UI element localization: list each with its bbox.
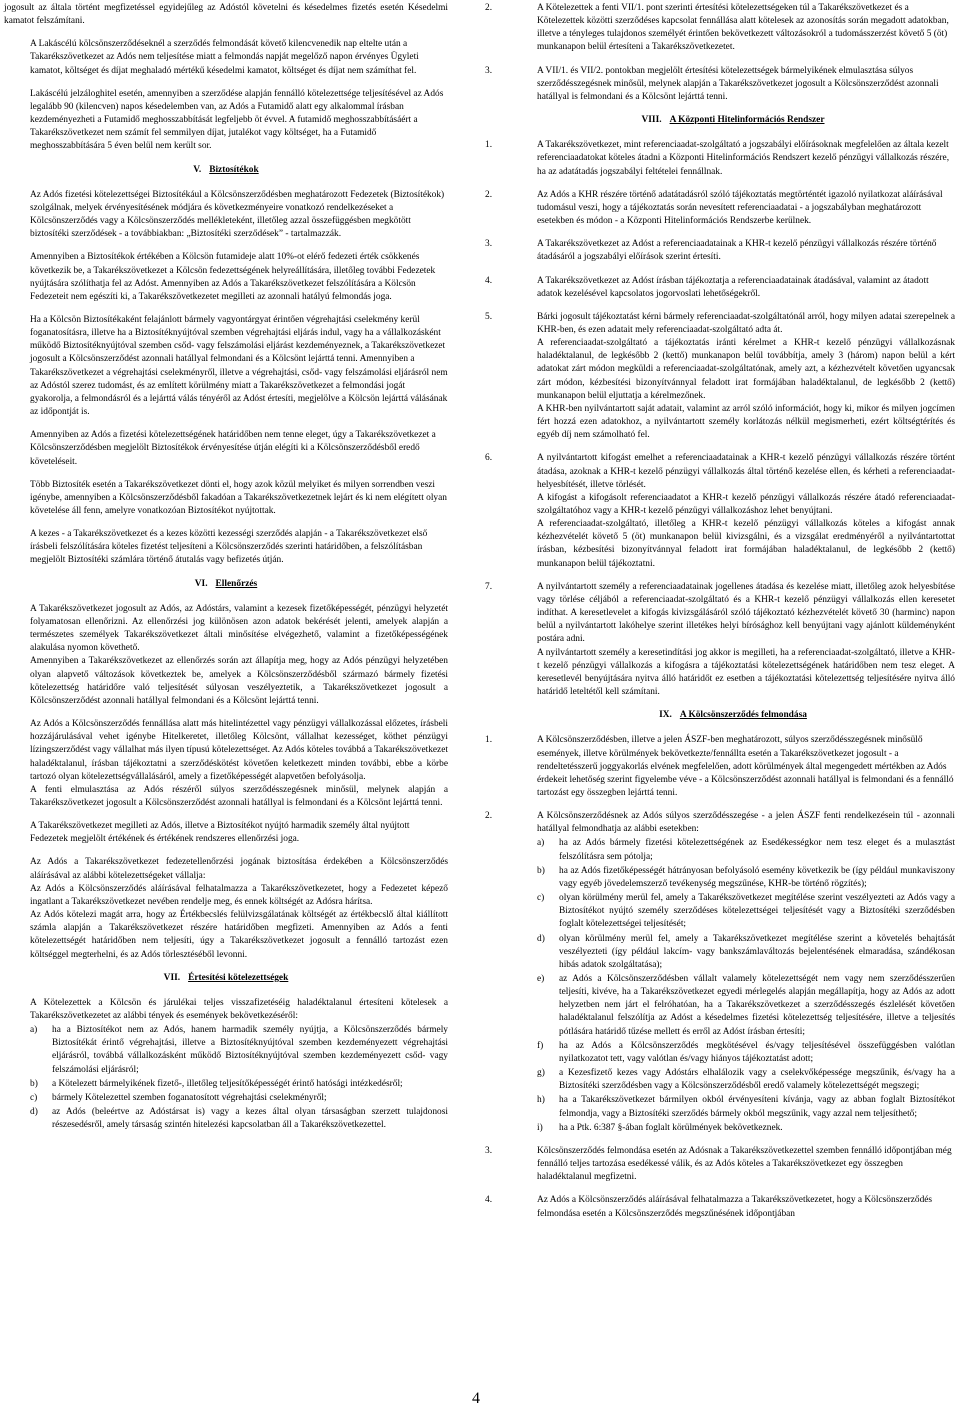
list-item: [511, 1094, 955, 1120]
list-text: ha az Adós a Kölcsönszerződés megkötésével és/vagy teljesítésével összefüggésben valótlan nyilatkozatot tett, vagy valótlan és/vagy hiányos tájékoztatást adott;: [559, 1040, 955, 1064]
vii-3: [485, 65, 955, 104]
v-6: [4, 528, 448, 567]
list-text: ha az Adós fizetőképességét hátrányosan befolyásoló esemény következik be (így például munkaviszony vagy egyéb jövedelemszerző tevékenység megszűnése, KHR-be történő rögzítés);: [559, 865, 955, 889]
list-label: b): [537, 865, 545, 876]
list-text: az Adós a Kölcsönszerződésben vállalt valamely kötelezettségét nem vagy nem szerződésszerűen teljesíti, kivéve, ha a Takarékszövetkezet egyedi mérlegelés alapján megállapítja, hogy az Adós az adott helyzetben nem járt el felróhatóan, ha a Takarékszövetkezet a szerződésszegés észlelését követően haladéktalanul felszólítja az Adóst a késedelmes fizetési kötelezettség teljesítésére, illetve a teljesítés pótlására határidő tűzése mellett és erről az Adóst írásban értesíti;: [559, 974, 955, 1037]
para-continuation: A fenti elmulasztása az Adós részéről súlyos szerződésszegésnek minősül, melynek alapján a Takarékszövetkezet jogosult a Kölcsönszerződést azonnali hatállyal is felmondani és a Kölcsönt lejárttá tenni.: [30, 784, 448, 808]
para-number: [4, 603, 30, 616]
list-item: [4, 1078, 448, 1091]
viii-2: [485, 189, 955, 228]
para-number: 5.: [485, 311, 493, 322]
para-text: A VII/1. és VII/2. pontokban megjelölt értesítési kötelezettségek bármelyikének elmulasztása súlyos szerződésszegésnek minősül, melynek alapján a Takarékszövetkezet jogosult a Kölcsönszerződést azonnali hatállyal is felmondani és a Kölcsönt lejárttá tenni.: [537, 65, 939, 102]
section-number: V.: [193, 164, 202, 175]
vi-2: [4, 718, 448, 810]
para-number: [4, 429, 30, 442]
para-first: [4, 603, 448, 656]
para-text: Kölcsönszerződés felmondása esetén az Adósnak a Takarékszövetkezettel szemben fennálló időpontjában még fennálló teljes tartozása esedékessé válik, és az Adós köteles a Takarékszövetkezet egy összegben haladéktalanul megfizetni.: [537, 1145, 952, 1183]
section-title: Ellenőrzés: [215, 578, 258, 589]
page-number: 4: [472, 1390, 480, 1407]
para-number: 2.: [485, 3, 493, 13]
intro-paragraph: jogosult az általa történt megfizetéssel egyidejűleg az Adóstól követelni és késedelmes fizetés esetén Késedelmi kamatot felszámítani.: [4, 3, 448, 27]
list-item: [511, 933, 955, 972]
section-title: A Központi Hitelinformációs Rendszer: [669, 115, 825, 126]
list-text: ha a Takarékszövetkezet bármilyen okból érvényesíteni kívánja, vagy az abban foglalt Biztosítékot felmondja, vagy a Biztosítéki szerződés bármely okból megszűnik, vagy azzal nem teljesíthető;: [559, 1095, 955, 1119]
list-text: a Kötelezett bármelyikének fizető-, illetőleg teljesítőképességét érintő hatósági intézkedésről;: [52, 1078, 403, 1089]
para-first: [485, 311, 955, 337]
list-text: ha a Ptk. 6:387 §-ában foglalt körülmények bekövetkeznek.: [559, 1122, 783, 1133]
list-item: [4, 1024, 448, 1077]
para-number: 3.: [485, 239, 493, 250]
viii-7: [485, 581, 955, 699]
list-label: g): [537, 1068, 545, 1079]
list-text: bármely Kötelezettel szemben foganatosított végrehajtási cselekményről;: [52, 1092, 327, 1103]
para-number: 4.: [485, 1195, 493, 1206]
para-text: A Kötelezettek a Kölcsön és járulékai teljes visszafizetéséig haladéktalanul értesíteni kötelesek a Takarékszövetkezetet az alábbi tények és események bekövetkezéséről:: [30, 997, 448, 1021]
left-column: [4, 2, 448, 1142]
para-number: 1.: [485, 140, 493, 151]
section-number: VIII.: [641, 115, 662, 126]
para-first: [4, 856, 448, 882]
para-number: [4, 528, 30, 541]
ix-1: [485, 734, 955, 800]
para-continuation: A kifogást a kifogásolt referenciaadatot a KHR-t kezelő pénzügyi vállalkozás részére átadó referenciaadat-szolgáltatóhoz vagy a KHR-t kezelő pénzügyi vállalkozáshoz lehet benyújtani.: [537, 492, 955, 516]
section-heading-ix: [511, 709, 955, 722]
viii-1: [485, 139, 955, 178]
section-heading-viii: [511, 114, 955, 127]
para-text: Bárki jogosult tájékoztatást kérni bármely referenciaadat-szolgáltatónál arról, hogy milyen adatai szerepelnek a KHR-ben, és ezen adatait mely referenciaadat-szolgáltató adta át.: [537, 311, 955, 335]
viii-5: [485, 311, 955, 443]
para-number: [4, 38, 30, 51]
list-item: [511, 1040, 955, 1066]
para-number: [4, 479, 30, 492]
list-item: [511, 892, 955, 931]
para-continuation: A referenciaadat-szolgáltató a tájékoztatás iránti kérelmet a KHR-t kezelő pénzügyi vállalkozásnak haladéktalanul, de legkésőbb 2 (kettő) munkanapon belül továbbítja, amely 3 (három) napon belül a kért adatokat zárt módon megküldi a referenciaadat-szolgáltatónak, amely azt, a kézhezvételt követően ugyancsak zárt módon, kézbesítési bizonyítvánnyal feladott irat formájában haladéktalanul, de legkésőbb 2 (kettő) munkanapon belül eljuttatja a kérelmezőnek.: [537, 338, 955, 401]
para-number: [4, 314, 30, 327]
para-first: [485, 581, 955, 647]
list-label: f): [537, 1040, 544, 1051]
para-number: [4, 997, 30, 1010]
para-continuation: Az Adós kötelezi magát arra, hogy az Értékbecslés felülvizsgálatának költségét az értékbecslő által kiállított számla alapján a Takarékszövetkezet részére határidőben megfizeti. Amennyiben az Adós a fenti kötelezettségét határidőben nem teljesíti, úgy a Takarékszövetkezet jogosult a fennálló tartozást ezen költséggel megterhelni, és az Adós törlesztéséből levonni.: [30, 910, 448, 960]
para-number: [4, 718, 30, 731]
vii-1: [4, 997, 448, 1133]
para-continuation: A nyilvántartott személy a keresetindítási jog akkor is megilleti, ha a referenciaadat-szolgáltató, illetve a KHR-t kezelő pénzügyi vállalkozás a kifogásra a tájékoztatási kötelezettségének határidőben nem tesz eleget. A keresetlevél benyújtására nyitva álló határidőt ez esetben a tájékoztatási kötelezettség teljesítésére nyitva álló határidő leteltétől kell számítani.: [537, 647, 955, 698]
section-title: Értesítési kötelezettségek: [188, 972, 289, 983]
para-number: 2.: [485, 189, 493, 200]
list-label: a): [537, 838, 545, 849]
para-text: Az Adós a KHR részére történő adatátadásról szóló tájékoztatás megtörténtét igazoló nyilatkozat aláírásával tudomásul veszi, hogy a tájékoztatás során nevesített referenciaadatai - a jogszabályban meghatározott esetekben és módon - a Központi Hitelinformációs Rendszerbe kerülnek.: [537, 189, 943, 227]
para-text: Az Adós a Takarékszövetkezet fedezetellenőrzési jogának biztosítása érdekében a Kölcsönszerződés aláírásával az alábbi kötelezettségeket vállalja:: [30, 857, 448, 881]
list-text: ha a Biztosítékot nem az Adós, hanem harmadik személy nyújtja, a Kölcsönszerződés bármely Biztosítékát érintő végrehajtási, illetve a Biztosítéknyújtóval szemben kezdeményezett végrehajtási eljárásról, továbbá vállalkozásként működő Biztosítéknyújtóval szemben kezdeményezett csőd- vagy felszámolási eljárásról;: [52, 1025, 448, 1075]
para-continuation: Az Adós a Kölcsönszerződés aláírásával felhatalmazza a Takarékszövetkezetet, hogy a Fedezetet képező ingatlant a Takarékszövetkezet nevében rendelje meg, és ennek költségét az Adósra hárítsa.: [30, 883, 448, 907]
section-title: A Kölcsönszerződés felmondása: [679, 710, 807, 721]
v-5: [4, 479, 448, 518]
vii-2: [485, 2, 955, 55]
viii-4: [485, 275, 955, 301]
section-title: Biztosítékok: [209, 164, 259, 175]
v-2: [4, 251, 448, 304]
para-text: A Lakáscélú kölcsönszerződéseknél a szerződés felmondását követő kilencvenedik nap eltelte után a Takarékszövetkezet az Adós nem teljesítése miatt a felmondás napját megelőző napon érvényes Ügyleti kamatot, költséget és díjat meghaladó mértékű késedelmi kamatot, költséget és díjat nem számíthat fel.: [30, 39, 419, 76]
right-column: [485, 2, 955, 1231]
list-item: [511, 1122, 955, 1135]
list-label: b): [30, 1078, 38, 1089]
para-text: A nyilvántartott kifogást emelhet a referenciaadatainak a KHR-t kezelő pénzügyi vállalkozás részére történt átadása, azoknak a KHR-t kezelő pénzügyi vállalkozás által történő kezelése ellen, és kérheti a referenciaadat-helyesbítését, illetve törlését.: [537, 453, 955, 490]
v-4: [4, 429, 448, 468]
list-label: d): [537, 933, 545, 944]
para-text: A Kölcsönszerződésnek az Adós súlyos szerződésszegése - a jelen ÁSZF fenti rendelkezésein túl - azonnali hatállyal felmondhatja az alábbi esetekben:: [537, 811, 955, 835]
list-label: d): [30, 1107, 38, 1118]
section-number: VII.: [163, 972, 181, 983]
para-text: A nyilvántartott személy a referenciaadatainak jogellenes átadása és kezelése miatt, illetőleg azok helyesbítése vagy törlése céljából a referenciaadat-szolgáltató és a KHR-t kezelő pénzügyi vállalkozás ellen keresetet indíthat. A keresetlevelet a kifogás kivizsgálásáról szóló tájékoztató kézhezvételét követő 30 (harminc) napon belül a nyilvántartott lakóhelye szerint illetékes helyi bírósághoz kell benyújtani vagy ajánlott küldeményként postára adni.: [537, 581, 955, 645]
para-text: Az Adós a Kölcsönszerződés aláírásával felhatalmazza a Takarékszövetkezetet, hogy a Kölcsönszerződés felmondása esetén a Kölcsönszerződés megszűnésének időpontjában: [537, 1195, 933, 1219]
para-number: 7.: [485, 581, 493, 592]
para-5: [4, 38, 448, 77]
para-continuation: A referenciaadat-szolgáltató, illetőleg a KHR-t kezelő pénzügyi vállalkozás köteles a kifogást annak kézhezvételét követő 5 (öt) munkanapon belül kivizsgálni, és a vizsgálat eredményéről a nyilvántartottat írásban, kézbesítési bizonyítvánnyal feladott irat formájában haladéktalanul, de legkésőbb 2 (kettő) munkanapon belül tájékoztatni.: [537, 519, 955, 569]
list-text: ha az Adós bármely fizetési kötelezettségének az Esedékességkor nem tesz eleget és a mulasztást felszólításra sem pótolja;: [559, 838, 955, 862]
list-item: [511, 865, 955, 891]
para-text: A kezes - a Takarékszövetkezet és a kezes közötti kezességi szerződés alapján - a Takarékszövetkezet első írásbeli felszólítására köteles fizetést teljesíteni a Kölcsönszerződés szerinti határidőben, a felszólításban megjelölt Biztosítéki számlára történő átutalás vagy befizetés útján.: [30, 529, 428, 566]
para-text: Lakáscélú jelzáloghitel esetén, amennyiben a szerződése alapján fennálló kötelezettsége teljesítésével az Adós legalább 90 (kilencven) napos késedelemben van, az Adós a Futamidő alatt egy alkalommal írásban kezdeményezheti a Futamidő meghosszabbítását legfeljebb öt évvel. A futamidő meghosszabbításáért a Takarékszövetkezet nem számít fel semmilyen díjat, jutalékot vagy költséget, ha a Futamidő meghosszabbítására 5 éven belül nem került sor.: [30, 88, 444, 152]
ix-2: [485, 810, 955, 1135]
para-number: [4, 856, 30, 869]
para-text: Amennyiben a Biztosítékok értékében a Kölcsön futamideje alatt 10%-ot elérő fedezeti érték csökkenés következik be, a Takarékszövetkezet a Kölcsön fedezettségének helyreállítására, illetőleg további Fedezetek nyújtására szólíthatja fel az Adóst. Amennyiben az Adós a Takarékszövetkezet felszólítására a Kölcsön Fedezeteit nem egészíti ki, a Takarékszövetkezetet megilleti az azonnali hatályú felmondás joga.: [30, 252, 436, 302]
viii-3: [485, 238, 955, 264]
list-item: [511, 837, 955, 863]
para-text: Az Adós a Kölcsönszerződés fennállása alatt más hitelintézettel vagy pénzügyi vállalkozással előzetes, írásbeli hozzájárulásával vehet igénybe Hitelkeretet, illetőleg Kölcsönt, vállalhat kezességet, köthet pénzügyi lízingszerződést vagy vállalhat más ilyen típusú kötelezettséget. Az Adós köteles továbbá a Takarékszövetkezet haladéktalanul, írásban tájékoztatni a szerződéskötést követően keletkezett minden további, ebbe a körbe tartozó olyan kötelezettségvállalásáról, amely a fizetőképességét alapvetően befolyásolja.: [30, 719, 448, 782]
vi-4: [4, 856, 448, 961]
para-first: [4, 997, 448, 1023]
para-number: 1.: [485, 735, 493, 746]
list-label: e): [537, 974, 545, 984]
para-text: Több Biztosíték esetén a Takarékszövetkezet dönti el, hogy azok közül melyiket és milyen sorrendben veszi igénybe, amennyiben a Kölcsönszerződésből fakadóan a Takarékszövetkezetnek lejárt és ki nem elégített olyan követelése áll fenn, amelyre vonatkozóan Biztosítékot nyújtottak.: [30, 479, 447, 516]
section-heading-vii: [4, 972, 448, 985]
viii-6: [485, 452, 955, 570]
para-continuation: Amennyiben a Takarékszövetkezet az ellenőrzés során azt állapítja meg, hogy az Adós pénzügyi helyzetében olyan alapvető változások következtek be, amelyek a Kölcsönszerződésből származó bármely fizetési kötelezettség határidőre való teljesítését súlyosan veszélyeztetik, a Takarékszövetkezet jogosult a Kölcsönszerződést azonnali hatállyal felmondani és a Kölcsönt lejárttá tenni.: [30, 656, 448, 706]
para-text: A Takarékszövetkezet az Adóst írásban tájékoztatja a referenciaadatainak átadásával, valamint az átadott adatok kezelésével kapcsolatos jogorvoslati lehetőségekről.: [537, 275, 929, 299]
vi-1: [4, 603, 448, 708]
list-text: olyan körülmény merül fel, amely a Takarékszövetkezet megítélése szerint veszélyezteti az Adós vagy a Biztosítékot nyújtó személy szerződéses kötelezettségei teljesítését vagy a Biztosítéki szerződésben foglalt kötelezettségei teljesítését;: [559, 893, 955, 930]
para-first: [485, 452, 955, 491]
para-text: A Takarékszövetkezet az Adóst a referenciaadatainak a KHR-t kezelő pénzügyi vállalkozás részére történő átadásáról a jogszabályi előírások szerint értesíti.: [537, 239, 937, 263]
list-text: olyan körülmény merül fel, amely a Takarékszövetkezet megítélése szerint a követelés behajtását veszélyezteti (így például lakcím- vagy bankszámlaváltozás bejelentésének elmaradása, szándékosan hibás adatok szolgáltatása);: [559, 933, 955, 970]
para-number: [4, 189, 30, 202]
para-continuation: A KHR-ben nyilvántartott saját adatait, valamint az arról szóló információt, hogy ki, mikor és milyen jogcímen fért hozzá ezen adatokhoz, a nyilvántartott személy korlátozás nélkül megismerheti, ezért költségtérítés és egyéb díj nem számolható fel.: [537, 403, 955, 441]
para-number: 4.: [485, 275, 493, 286]
para-number: 3.: [485, 1145, 493, 1156]
para-number: [4, 88, 30, 101]
list-item: [4, 1092, 448, 1105]
list-item: [511, 973, 955, 1039]
para-number: 2.: [485, 811, 493, 822]
list-label: c): [30, 1092, 38, 1103]
para-text: A Kötelezettek a fenti VII/1. pont szerinti értesítési kötelezettségeken túl a Takarékszövetkezet és a Kötelezettek közötti szerződéses kapcsolat fennállása alatt kötelesek az azonosítás során megadott adatokban, illetve a tényleges tulajdonos személyét érintően bekövetkezett változásokról a tudomásszerzést követő 5 (öt) munkanapon belül értesíteni a Takarékszövetkezetet.: [537, 3, 949, 53]
para-text: A Takarékszövetkezet, mint referenciaadat-szolgáltató a jogszabályi előírásoknak megfelelően az általa kezelt referenciaadatokat köteles átadni a Központi Hitelinformációs Rendszert kezelő pénzügyi vállalkozás részére, ha az adatátadás jogszabályi feltételei fennállnak.: [537, 140, 950, 177]
para-number: 6.: [485, 453, 493, 464]
section-heading-v: [4, 164, 448, 177]
para-number: [4, 820, 30, 833]
ix-3: [485, 1145, 955, 1184]
para-text: A Kölcsönszerződésben, illetve a jelen ÁSZF-ben meghatározott, súlyos szerződésszegésnek minősülő események, illetve körülmények bekövetkezte/fennállta esetén a Takarékszövetkezet jogosult - a rendeltetésszerű joggyakorlás elvének megfelelően, adott körülmények által megengedett mértékben az Adós érdekeit lehetőség szerint figyelembe véve - a Kölcsönszerződést azonnali hatállyal is felmondani és a fennálló tartozást egy összegben lejárttá tenni.: [537, 735, 954, 798]
v-1: [4, 189, 448, 242]
list-item: [511, 1067, 955, 1093]
ix-4: [485, 1194, 955, 1220]
section-heading-vi: [4, 578, 448, 591]
list-text: a Kezesfizető kezes vagy Adóstárs elhalálozik vagy a cselekvőképessége megszűnik, és/vagy ha a Biztosítéki szerződésben vagy a Kölcsönszerződésből eredő valamely kötelezettségét megszegi;: [559, 1068, 955, 1092]
list-item: [4, 1106, 448, 1132]
para-text: Ha a Kölcsön Biztosítékaként felajánlott bármely vagyontárgyat érintően végrehajtási cselekmény kerül foganatosításra, illetve ha a Biztosítéknyújtóval szemben végrehajtási eljárás indul, vagy ha a vállalkozásként működő Biztosítéknyújtóval szemben csőd- vagy felszámolási eljárást kezdeményeznek, a Takarékszövetkezet jogosult a Kölcsönszerződést azonnali hatállyal felmondani és a Kölcsönt lejárttá tenni. Amennyiben a Takarékszövetkezet a végrehajtási cselekményről, illetve a végrehajtási, csőd- vagy felszámolási eljárásról nem az Adóstól szerez tudomást, és az említett körülmény miatt a Takarékszövetkezet a felmondási jogát gyakorolja, a felmondásról és a lejárttá válás tényéről az Adóst értesíti, megjelölve a Kölcsön lejárttá válásának az időpontját is.: [30, 314, 448, 418]
list-label: a): [30, 1025, 38, 1036]
list-label: h): [537, 1095, 545, 1106]
section-number: IX.: [659, 710, 672, 721]
list-text: az Adós (beleértve az Adóstársat is) vagy a kezes által olyan társaságban szerzett tulajdonosi részesedésről, amely társaság szintén hitelezési kapcsolatban áll a Takarékszövetkezettel.: [52, 1107, 448, 1131]
para-first: [4, 718, 448, 784]
para-text: Amennyiben az Adós a fizetési kötelezettségének határidőben nem tenne eleget, úgy a Takarékszövetkezet a Kölcsönszerződésben megjelölt Biztosítékok érvényesítése útján elégíti ki a Kölcsönszerződésből eredő követeléseit.: [30, 430, 436, 467]
para-text: Az Adós fizetési kötelezettségei Biztosítékául a Kölcsönszerződésben meghatározott Fedezetek (Biztosítékok) szolgálnak, melyek érvényesítésének módjára és következményeire vonatkozó rendelkezéseket a Kölcsönszerződés vagy a Kölcsönszerződés mellékleteként, illetőleg azzal összefüggésben megkötött biztosítéki szerződések - a továbbiakban: „Biztosítéki szerződések” - tartalmazzák.: [30, 189, 445, 240]
section-number: VI.: [194, 578, 208, 589]
vi-3: [4, 820, 448, 846]
list-label: i): [537, 1122, 543, 1133]
list-label: c): [537, 893, 545, 904]
para-6: [4, 88, 448, 154]
para-text: A Takarékszövetkezet jogosult az Adós, az Adóstárs, valamint a kezesek fizetőképességét, pénzügyi helyzetét folyamatosan ellenőrizni. Az ellenőrzési jog különösen azon adatok bekérését jelenti, amelyek alapján a természetes személyek Takarékszövetkezet általi minősítése elvégezhető, valamint a fizetőképességének alakulása nyomon követhető.: [30, 603, 448, 654]
para-text: A Takarékszövetkezet megilleti az Adós, illetve a Biztosítékot nyújtó harmadik személy által nyújtott Fedezetek megjelölt értékének és értékének rendszeres ellenőrzési joga.: [30, 821, 410, 845]
para-number: [4, 251, 30, 264]
v-3: [4, 314, 448, 419]
para-first: [485, 810, 955, 836]
para-number: 3.: [485, 65, 493, 76]
